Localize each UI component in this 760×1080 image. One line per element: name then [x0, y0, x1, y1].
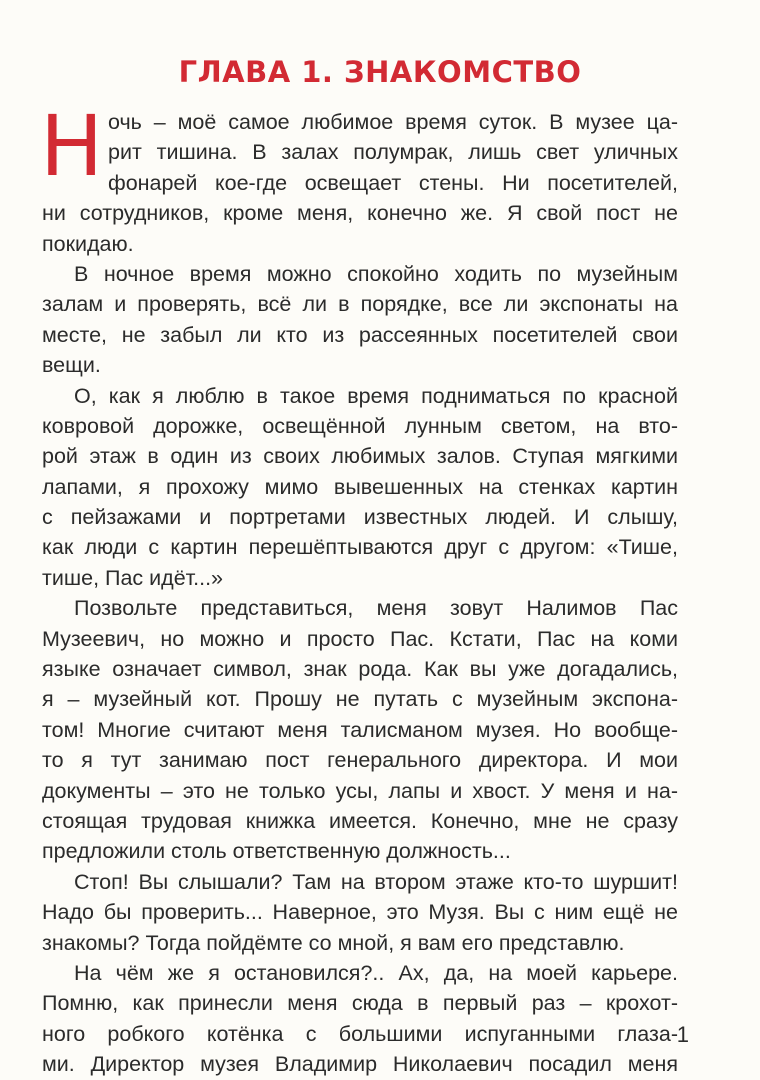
text-line: В ночное время можно спокойно ходить по музейным: [74, 261, 678, 286]
text-line: документы – это не только усы, лапы и хвост. У меня и на-: [42, 778, 678, 803]
text-line: то я тут занимаю пост генерального директора. И мои: [42, 748, 678, 773]
text-line: Надо бы проверить... Наверное, это Музя. Вы с ним ещё не: [42, 900, 678, 925]
text-line: ми. Директор музея Владимир Николаевич посадил меня: [42, 1052, 678, 1077]
text-line: Музеевич, но можно и просто Пас. Кстати, Пас на коми: [42, 626, 678, 651]
text-line: залам и проверять, всё ли в порядке, все ли экспонаты на: [42, 292, 678, 317]
text-line: На чём же я остановился?.. Ах, да, на моей карьере.: [74, 960, 678, 985]
drop-cap: Н: [40, 97, 104, 195]
body-text: [42, 107, 678, 1080]
text-line: рит тишина. В залах полумрак, лишь свет уличных: [108, 140, 678, 165]
text-line: ковровой дорожке, освещённой лунным светом, на вто-: [42, 413, 678, 438]
text-line: я – музейный кот. Прошу не путать с музейным экспона-: [42, 687, 678, 712]
text-line: вещи.: [42, 353, 101, 378]
text-line: Позвольте представиться, меня зовут Налимов Пас: [74, 596, 678, 621]
text-line: очь – моё самое любимое время суток. В музее ца-: [108, 110, 678, 134]
text-line: ного робкого котёнка с большими испуганными глаза-: [42, 1021, 678, 1046]
text-line: Помню, как принесли меня сюда в первый раз – крохот-: [42, 991, 678, 1016]
text-line: рой этаж в один из своих любимых залов. Ступая мягкими: [42, 444, 678, 469]
text-line: предложили столь ответственную должность...: [42, 839, 511, 864]
text-line: фонарей кое-где освещает стены. Ни посетителей,: [108, 170, 678, 195]
text-line: том! Многие считают меня талисманом музея. Но вообще-: [42, 717, 678, 742]
text-line: Стоп! Вы слышали? Там на втором этаже кто-то шуршит!: [74, 869, 678, 894]
text-line: как люди с картин перешёптываются друг с другом: «Тише,: [42, 535, 678, 560]
text-line: месте, не забыл ли кто из рассеянных посетителей свои: [42, 322, 678, 347]
chapter-title: ГЛАВА 1. ЗНАКОМСТВО: [178, 55, 582, 89]
text-line: знакомы? Тогда пойдёмте со мной, я вам его представлю.: [42, 930, 625, 955]
text-line: ни сотрудников, кроме меня, конечно же. Я свой пост не: [42, 201, 678, 226]
text-line: О, как я люблю в такое время подниматься по красной: [74, 383, 678, 408]
text-line: тише, Пас идёт...»: [42, 565, 223, 590]
page-number: 1: [676, 1022, 689, 1047]
text-line: стоящая трудовая книжка имеется. Конечно, мне не сразу: [42, 808, 678, 833]
text-line: языке означает символ, знак рода. Как вы уже догадались,: [42, 657, 678, 682]
text-line: покидаю.: [42, 231, 134, 256]
text-line: лапами, я прохожу мимо вывешенных на стенках картин: [42, 474, 678, 499]
text-line: с пейзажами и портретами известных людей. И слышу,: [42, 505, 678, 530]
